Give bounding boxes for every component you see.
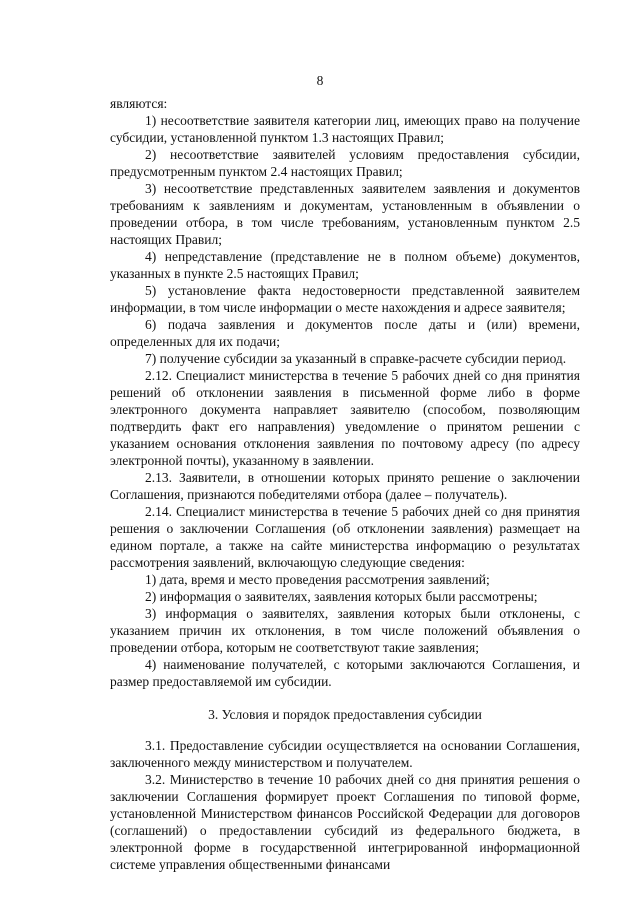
- paragraph: являются:: [110, 96, 168, 111]
- list-item: 4) наименование получателей, с которыми заключаются Соглашения, и размер предоставляемой им субсидии.: [110, 657, 580, 689]
- page-number: 8: [316, 73, 324, 88]
- clause-3-1: 3.1. Предоставление субсидии осуществляется на основании Соглашения, заключенного между министерством и получателем.: [110, 738, 580, 770]
- list-item: 1) дата, время и место проведения рассмотрения заявлений;: [145, 572, 490, 587]
- list-item: 7) получение субсидии за указанный в справке-расчете субсидии период.: [145, 351, 567, 366]
- section-heading: 3. Условия и порядок предоставления субсидии: [208, 707, 482, 722]
- clause-2-14: 2.14. Специалист министерства в течение 5 рабочих дней со дня принятия решения о заключении Соглашения (об отклонении заявления) размещает на едином портале, а также на сайте министерства информацию о результатах рассмотрения заявлений, включающую следующие сведения:: [110, 504, 580, 570]
- list-item: 2) информация о заявителях, заявления которых были рассмотрены;: [145, 589, 538, 604]
- list-item: 4) непредставление (представление не в полном объеме) документов, указанных в пункте 2.5 настоящих Правил;: [110, 249, 580, 281]
- list-item: 1) несоответствие заявителя категории лиц, имеющих право на получение субсидии, установленной пунктом 1.3 настоящих Правил;: [110, 113, 580, 145]
- list-item: 3) несоответствие представленных заявителем заявления и документов требованиям к заявлениям и документам, установленным в объявлении о проведении отбора, в том числе требованиям, установленным пунктом 2.5 настоящих Правил;: [110, 181, 580, 247]
- document-body: [110, 95, 580, 873]
- list-item: 6) подача заявления и документов после даты и (или) времени, определенных для их подачи;: [110, 317, 580, 349]
- list-item: 5) установление факта недостоверности представленной заявителем информации, в том числе информации о месте нахождения и адресе заявителя;: [110, 283, 580, 315]
- clause-3-2: 3.2. Министерство в течение 10 рабочих дней со дня принятия решения о заключении Соглашения формирует проект Соглашения по типовой форме, установленной Министерством финансов Российской Федерации для договоров (соглашений) о предоставлении субсидий из федерального бюджета, в электронной форме в государственной интегрированной информационной системе управления общественными финансами: [110, 772, 580, 872]
- list-item: 3) информация о заявителях, заявления которых были отклонены, с указанием причин их отклонения, в том числе положений объявления о проведении отбора, которым не соответствуют такие заявления;: [110, 606, 580, 655]
- clause-2-13: 2.13. Заявители, в отношении которых принято решение о заключении Соглашения, признаются победителями отбора (далее – получатель).: [110, 470, 580, 502]
- list-item: 2) несоответствие заявителей условиям предоставления субсидии, предусмотренным пунктом 2.4 настоящих Правил;: [110, 147, 580, 179]
- clause-2-12: 2.12. Специалист министерства в течение 5 рабочих дней со дня принятия решений об отклонении заявления в письменной форме либо в форме электронного документа направляет заявителю (способом, позволяющим подтвердить факт его направления) уведомление о принятом решении с указанием основания отклонения заявления по почтовому адресу (по адресу электронной почты), указанному в заявлении.: [110, 368, 580, 468]
